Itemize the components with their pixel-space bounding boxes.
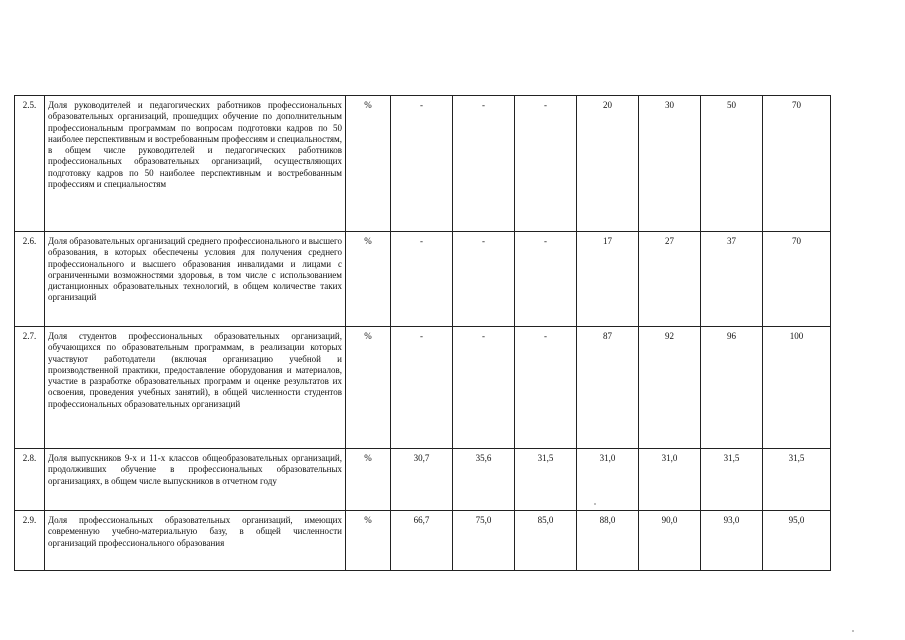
value-cell: - [515,327,577,449]
value-cell: - [453,327,515,449]
value-cell: - [515,96,577,232]
scan-speck [852,630,854,632]
value-cell: 30 [639,96,701,232]
value-cell: 31,0 [639,449,701,511]
indicator-name: Доля студентов профессиональных образовательных организаций, обучающихся по образовательным программам, в реализации которых участвуют работодатели (включая организацию учебной и производственной практики, предоставление оборудования и материалов, участие в разработке образовательных программ и оценке результатов их освоения, проведения учебных занятий), в общей численности студентов профессиональных образовательных организаций [45,327,346,449]
indicators-table [14,95,831,571]
indicator-name: Доля образовательных организаций среднего профессионального и высшего образования, в которых обеспечены условия для получения среднего профессионального и высшего образования инвалидами и лицами с ограниченными возможностями здоровья, в том числе с использованием дистанционных образовательных технологий, в общем количестве таких организаций [45,232,346,327]
row-number: 2.8. [15,449,45,511]
unit-cell: % [346,327,391,449]
value-cell: 66,7 [391,511,453,571]
unit-cell: % [346,232,391,327]
value-cell: 90,0 [639,511,701,571]
indicator-name: Доля руководителей и педагогических работников профессиональных образовательных организаций, прошедщих обучение по дополнительным профессиональным программам по вопросам подготовки кадров по 50 наиболее перспективным и востребованным профессиям и специальностям, в общем числе руководителей и педагогических работников профессиональных образовательных организаций, осуществляющих подготовку кадров по 50 наиболее перспективным и востребованным профессиям и специальностям [45,96,346,232]
value-cell: 70 [763,232,831,327]
value-cell: 85,0 [515,511,577,571]
value-cell: 88,0 [577,511,639,571]
value-cell: 31,5 [763,449,831,511]
unit-cell: % [346,96,391,232]
indicator-name: Доля профессиональных образовательных организаций, имеющих современную учебно-материальную базу, в общей численности организаций профессионального образования [45,511,346,571]
value-cell: 96 [701,327,763,449]
row-number: 2.7. [15,327,45,449]
value-cell: - [391,232,453,327]
row-number: 2.6. [15,232,45,327]
value-cell: 30,7 [391,449,453,511]
value-cell: - [453,232,515,327]
scan-speck [594,503,596,505]
value-cell: 35,6 [453,449,515,511]
value-cell: 31,5 [701,449,763,511]
unit-cell: % [346,511,391,571]
value-cell: - [515,232,577,327]
value-cell: 92 [639,327,701,449]
value-cell: 20 [577,96,639,232]
value-cell: 37 [701,232,763,327]
value-cell: - [453,96,515,232]
value-cell: 50 [701,96,763,232]
value-cell: 93,0 [701,511,763,571]
value-cell: - [391,327,453,449]
unit-cell: % [346,449,391,511]
value-cell: 75,0 [453,511,515,571]
value-cell: 17 [577,232,639,327]
value-cell: - [391,96,453,232]
table-row [15,96,831,232]
value-cell: 87 [577,327,639,449]
table-row [15,511,831,571]
value-cell: 27 [639,232,701,327]
table-row [15,232,831,327]
value-cell: 31,5 [515,449,577,511]
row-number: 2.5. [15,96,45,232]
table-row [15,449,831,511]
value-cell: 70 [763,96,831,232]
table-row [15,327,831,449]
value-cell: 100 [763,327,831,449]
indicator-name: Доля выпускников 9-х и 11-х классов общеобразовательных организаций, продолживших обучение в профессиональных образовательных организациях, в общем числе выпускников в отчетном году [45,449,346,511]
row-number: 2.9. [15,511,45,571]
value-cell: 31,0 [577,449,639,511]
value-cell: 95,0 [763,511,831,571]
